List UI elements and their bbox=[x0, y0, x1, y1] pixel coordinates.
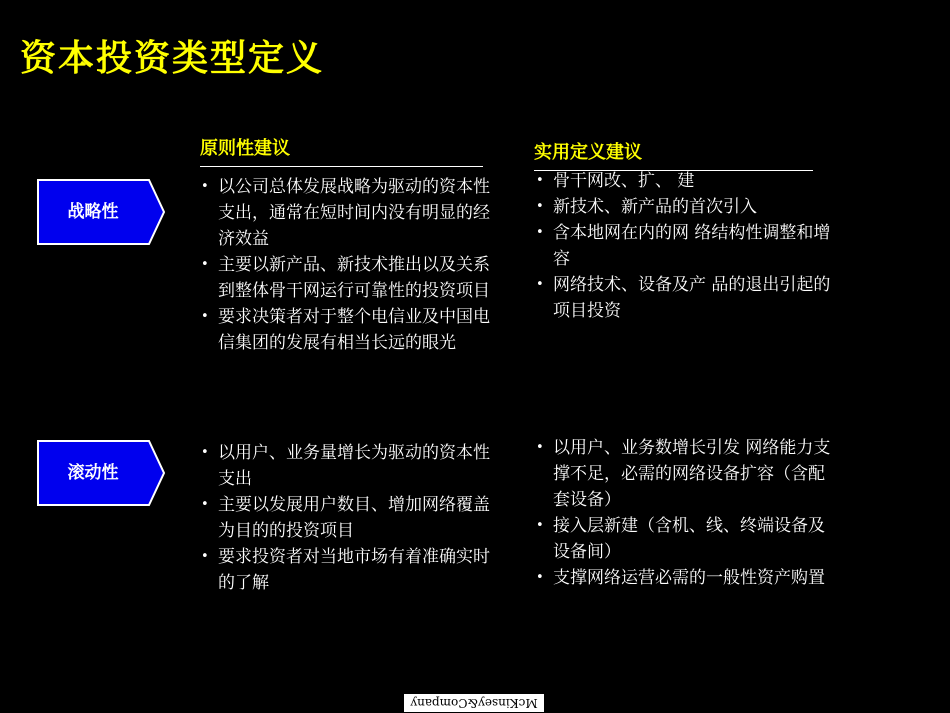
list-item bbox=[535, 220, 835, 272]
list-item bbox=[535, 513, 835, 565]
practical-column-header: 实用定义建议 bbox=[534, 138, 813, 171]
list-item-text: 含本地网在内的网 络结构性调整和增容 bbox=[553, 223, 831, 269]
list-item-text: 接入层新建（含机、线、终端设备及设备间） bbox=[553, 516, 825, 562]
bullet-icon: • bbox=[536, 277, 544, 292]
list-item bbox=[200, 174, 498, 252]
list-item bbox=[535, 565, 835, 591]
list-item-text: 新技术、新产品的首次引入 bbox=[553, 197, 757, 217]
list-item-text: 支撑网络运营必需的一般性资产购置 bbox=[553, 568, 825, 588]
list-item-text: 主要以新产品、新技术推出以及关系到整体骨干网运行可靠性的投资项目 bbox=[218, 255, 490, 301]
principle-column-header: 原则性建议 bbox=[200, 134, 483, 167]
list-item bbox=[200, 252, 498, 304]
list-item bbox=[535, 168, 835, 194]
list-item-text: 以用户、业务数增长引发 网络能力支撑不足，必需的网络设备扩容（含配套设备） bbox=[553, 438, 831, 510]
list-item-text: 要求决策者对于整个电信业及中国电信集团的发展有相当长远的眼光 bbox=[218, 307, 490, 353]
page-title: 资本投资类型定义 bbox=[20, 38, 325, 79]
bullet-icon: • bbox=[201, 257, 209, 272]
list-item-text: 要求投资者对当地市场有着准确实时的了解 bbox=[218, 547, 490, 593]
row-label-strategic bbox=[37, 179, 165, 245]
strategic-principle-list bbox=[200, 174, 498, 356]
list-item bbox=[200, 304, 498, 356]
list-item-text: 网络技术、设备及产 品的退出引起的项目投资 bbox=[553, 275, 831, 321]
bullet-icon: • bbox=[536, 570, 544, 585]
row-label-text: 战略性 bbox=[67, 202, 119, 222]
company-logo: McKinsey&Company bbox=[404, 694, 544, 712]
bullet-icon: • bbox=[536, 173, 544, 188]
bullet-icon: • bbox=[536, 225, 544, 240]
list-item bbox=[200, 544, 498, 596]
strategic-practical-list bbox=[535, 168, 835, 324]
list-item bbox=[535, 435, 835, 513]
bullet-icon: • bbox=[536, 199, 544, 214]
bullet-icon: • bbox=[201, 309, 209, 324]
bullet-icon: • bbox=[201, 445, 209, 460]
list-item bbox=[200, 440, 498, 492]
bullet-icon: • bbox=[201, 549, 209, 564]
list-item bbox=[535, 272, 835, 324]
bullet-icon: • bbox=[536, 518, 544, 533]
list-item-text: 以用户、业务量增长为驱动的资本性支出 bbox=[218, 443, 490, 489]
row-label-text: 滚动性 bbox=[67, 463, 119, 483]
rolling-principle-list bbox=[200, 440, 498, 596]
bullet-icon: • bbox=[201, 497, 209, 512]
list-item-text: 骨干网改、扩、 建 bbox=[553, 171, 695, 191]
rolling-practical-list bbox=[535, 435, 835, 591]
bullet-icon: • bbox=[201, 179, 209, 194]
row-label-rolling bbox=[37, 440, 165, 506]
list-item-text: 主要以发展用户数目、增加网络覆盖为目的的投资项目 bbox=[218, 495, 490, 541]
bullet-icon: • bbox=[536, 440, 544, 455]
list-item bbox=[535, 194, 835, 220]
list-item-text: 以公司总体发展战略为驱动的资本性支出，通常在短时间内没有明显的经济效益 bbox=[218, 177, 490, 249]
list-item bbox=[200, 492, 498, 544]
